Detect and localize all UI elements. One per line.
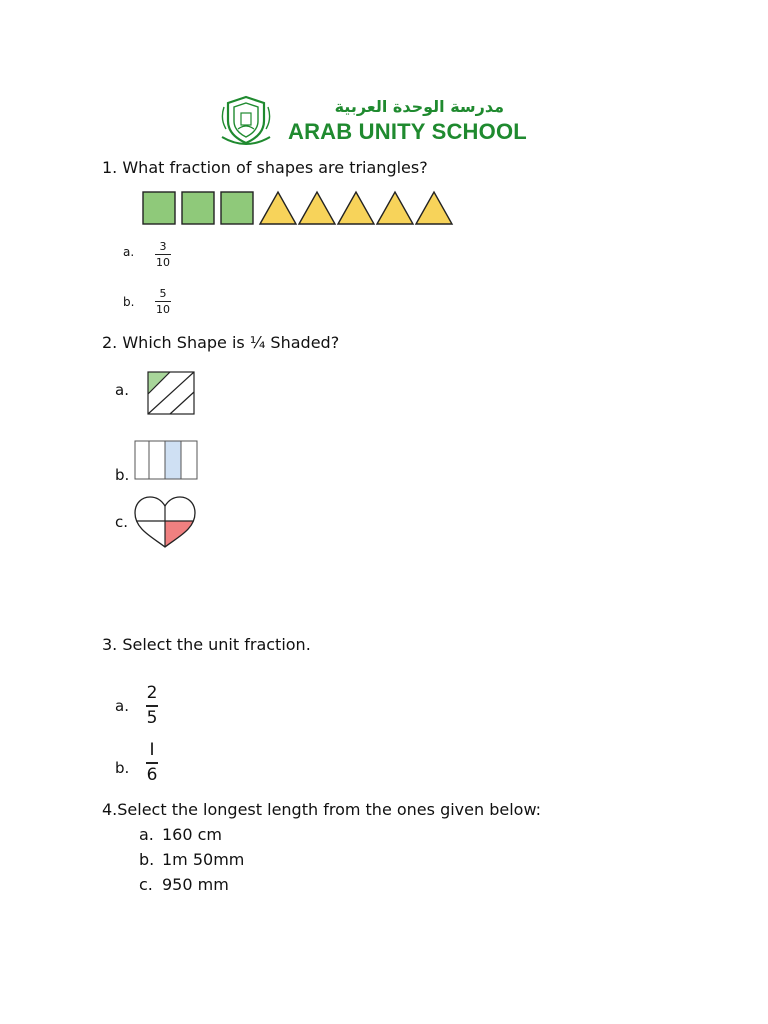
q1-option-b-denominator: 10 (156, 303, 170, 316)
q3-option-b-fraction[interactable] (146, 742, 158, 784)
q4-option-a-value: 160 cm (162, 825, 223, 844)
fraction-bar (155, 301, 171, 302)
q3-option-b-denominator: 6 (146, 764, 158, 785)
q1-triangle-shape (299, 192, 335, 224)
q1-option-a-denominator: 10 (156, 256, 170, 269)
q1-square-shape (221, 192, 253, 224)
q1-triangle-shape (416, 192, 452, 224)
q3-option-a-numerator: 2 (146, 683, 158, 703)
question-2-text: 2. Which Shape is ¼ Shaded? (102, 333, 340, 352)
question-4-text: 4.Select the longest length from the ones given below: (102, 800, 542, 819)
q1-triangle-shape (377, 192, 413, 224)
q2-option-b-letter: b. (115, 466, 130, 484)
q4-option-a-letter: a. (139, 825, 154, 844)
school-header (218, 93, 538, 148)
q1-shape-row (140, 190, 475, 226)
q3-option-a-denominator: 5 (146, 707, 158, 728)
q1-option-b-fraction[interactable] (155, 288, 171, 315)
fraction-bar (146, 705, 158, 707)
q1-option-a-letter: a. (123, 245, 135, 259)
question-3-text: 3. Select the unit fraction. (102, 635, 311, 654)
q4-option-b[interactable] (139, 850, 244, 869)
q1-option-a-numerator: 3 (159, 240, 167, 253)
q1-square-shape (182, 192, 214, 224)
q2-option-c-letter: c. (115, 513, 129, 531)
q2-option-a-diagonal-square[interactable] (146, 370, 196, 416)
q1-option-b-letter: b. (123, 295, 135, 309)
q4-option-c[interactable] (139, 875, 229, 894)
q2-option-c-heart[interactable] (132, 495, 198, 549)
q1-option-b-numerator: 5 (159, 287, 167, 300)
q2-option-b-strips[interactable] (134, 440, 198, 480)
question-1-text: 1. What fraction of shapes are triangles? (102, 158, 428, 177)
fraction-bar (155, 254, 171, 255)
q4-option-b-letter: b. (139, 850, 155, 869)
q3-option-b-letter: b. (115, 759, 130, 777)
school-crest-icon (218, 93, 274, 148)
q4-option-c-value: 950 mm (162, 875, 229, 894)
q3-option-a-fraction[interactable] (146, 685, 158, 727)
q4-option-c-letter: c. (139, 875, 153, 894)
q4-option-b-value: 1m 50mm (162, 850, 245, 869)
q4-option-a[interactable] (139, 825, 222, 844)
q1-option-a-fraction[interactable] (155, 241, 171, 268)
fraction-bar (146, 762, 158, 764)
school-name-english: ARAB UNITY SCHOOL (288, 119, 527, 144)
school-name-arabic: مدرسة الوحدة العربية (334, 97, 504, 116)
q1-triangle-shape (338, 192, 374, 224)
q1-square-shape (143, 192, 175, 224)
q3-option-a-letter: a. (115, 697, 129, 715)
q1-triangle-shape (260, 192, 296, 224)
q3-option-b-numerator: I (149, 740, 155, 760)
q2-option-a-letter: a. (115, 381, 129, 399)
